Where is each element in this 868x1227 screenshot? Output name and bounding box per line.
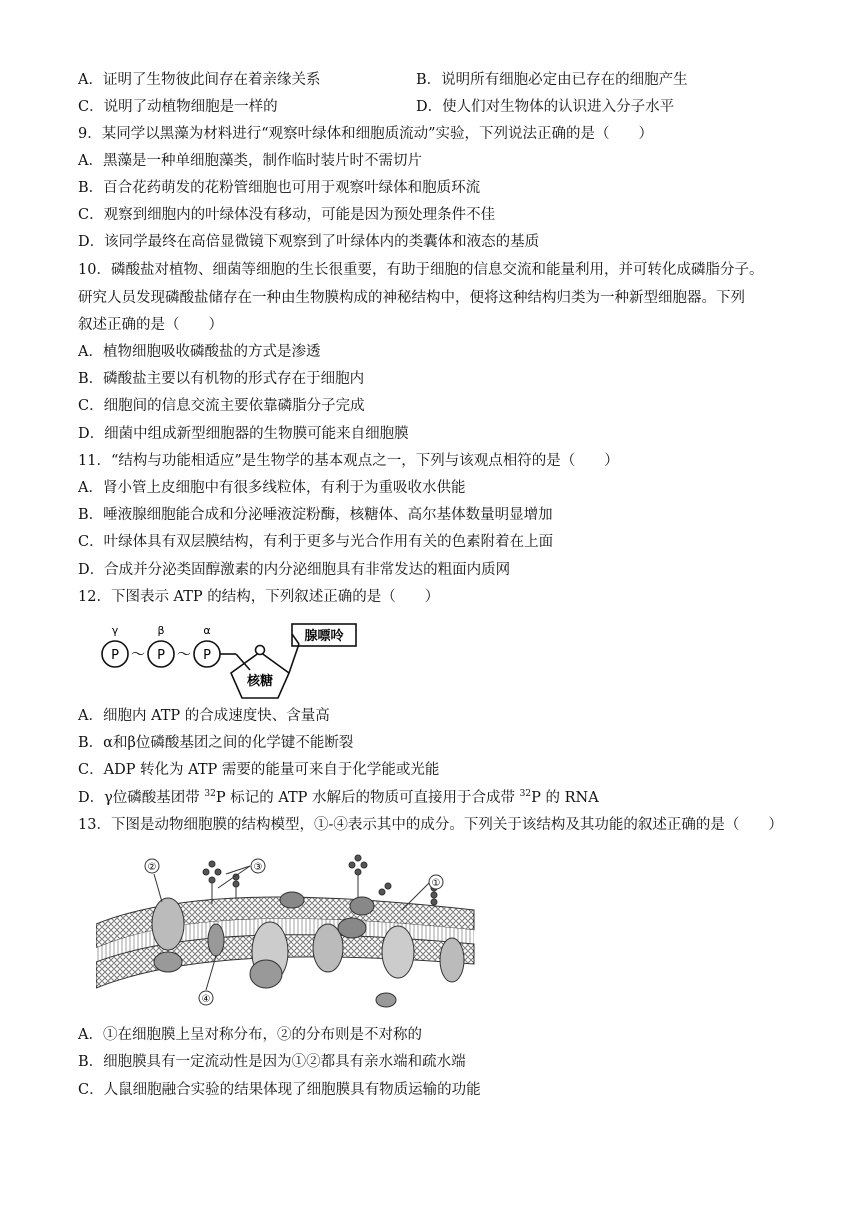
q12-option-c: C．ADP 转化为 ATP 需要的能量可来自于化学能或光能 <box>78 762 440 778</box>
q9-option-a: A．黑藻是一种单细胞藻类，制作临时装片时不需切片 <box>78 153 422 169</box>
high-energy-bond-1: ～ <box>131 647 145 663</box>
q10-stem-line3: 叙述正确的是（ ） <box>78 317 223 333</box>
q8-option-a: A．证明了生物彼此间存在着亲缘关系 <box>78 72 321 88</box>
q12-option-a: A．细胞内 ATP 的合成速度快、含量高 <box>78 708 330 724</box>
gamma-label: γ <box>111 624 119 637</box>
q11-option-b: B．唾液腺细胞能合成和分泌唾液淀粉酶，核糖体、高尔基体数量明显增加 <box>78 507 553 523</box>
q9-option-c: C．观察到细胞内的叶绿体没有移动，可能是因为预处理条件不佳 <box>78 207 496 223</box>
q11-option-c: C．叶绿体具有双层膜结构，有利于更多与光合作用有关的色素附着在上面 <box>78 534 554 550</box>
q9-option-b: B．百合花药萌发的花粉管细胞也可用于观察叶绿体和胞质环流 <box>78 180 481 196</box>
q10-option-c: C．细胞间的信息交流主要依靠磷脂分子完成 <box>78 398 365 414</box>
label-1: ① <box>431 878 441 889</box>
p-alpha-label: P <box>203 648 211 663</box>
label-3: ③ <box>253 862 263 873</box>
q13-option-c: C．人鼠细胞融合实验的结果体现了细胞膜具有物质运输的功能 <box>78 1082 481 1098</box>
cell-membrane-diagram <box>96 852 476 1014</box>
q8-option-c: C．说明了动植物细胞是一样的 <box>78 99 278 115</box>
q12-option-d: D．γ位磷酸基团带 $^{32}$P 标记的 ATP 水解后的物质可直接用于合成带 $^{32}$P 的 RNA <box>78 789 599 806</box>
q10-option-b: B．磷酸盐主要以有机物的形式存在于细胞内 <box>78 371 365 387</box>
label-4: ④ <box>201 994 211 1005</box>
p-beta-label: P <box>157 648 165 663</box>
q8-option-b: B．说明所有细胞必定由已存在的细胞产生 <box>416 72 688 88</box>
q11-option-d: D．合成并分泌类固醇激素的内分泌细胞具有非常发达的粗面内质网 <box>78 562 511 578</box>
q13-stem: 13．下图是动物细胞膜的结构模型，①-④表示其中的成分。下列关于该结构及其功能的叙述正确的是（ ） <box>78 817 783 833</box>
high-energy-bond-2: ～ <box>177 647 191 663</box>
beta-label: β <box>157 624 165 637</box>
q9-option-d: D．该同学最终在高倍显微镜下观察到了叶绿体内的类囊体和液态的基质 <box>78 234 540 250</box>
q12-stem: 12．下图表示 ATP 的结构，下列叙述正确的是（ ） <box>78 589 440 605</box>
q12-option-b: B．α和β位磷酸基团之间的化学键不能断裂 <box>78 735 354 751</box>
q10-option-a: A．植物细胞吸收磷酸盐的方式是渗透 <box>78 344 321 360</box>
q10-stem-line1: 10．磷酸盐对植物、细菌等细胞的生长很重要，有助于细胞的信息交流和能量利用，并可转化成磷脂分子。 <box>78 262 764 278</box>
q8-option-d: D．使人们对生物体的认识进入分子水平 <box>416 99 675 115</box>
q11-stem: 11．“结构与功能相适应”是生物学的基本观点之一，下列与该观点相符的是（ ） <box>78 453 619 469</box>
alpha-label: α <box>203 624 211 637</box>
q13-option-b: B．细胞膜具有一定流动性是因为①②都具有亲水端和疏水端 <box>78 1054 466 1070</box>
atp-structure-diagram <box>92 618 362 700</box>
p-gamma-label: P <box>111 648 119 663</box>
q10-option-d: D．细菌中组成新型细胞器的生物膜可能来自细胞膜 <box>78 426 409 442</box>
label-2: ② <box>147 862 157 873</box>
q9-stem: 9．某同学以黑藻为材料进行“观察叶绿体和细胞质流动”实验，下列说法正确的是（ ） <box>78 126 654 142</box>
q13-option-a: A．①在细胞膜上呈对称分布，②的分布则是不对称的 <box>78 1027 422 1043</box>
adenine-label: 腺嘌呤 <box>304 629 344 644</box>
q11-option-a: A．肾小管上皮细胞中有很多线粒体，有利于为重吸收水供能 <box>78 480 466 496</box>
ribose-label: 核糖 <box>246 674 274 689</box>
q10-stem-line2: 研究人员发现磷酸盐储存在一种由生物膜构成的神秘结构中，便将这种结构归类为一种新型细胞器。下列 <box>78 290 745 306</box>
